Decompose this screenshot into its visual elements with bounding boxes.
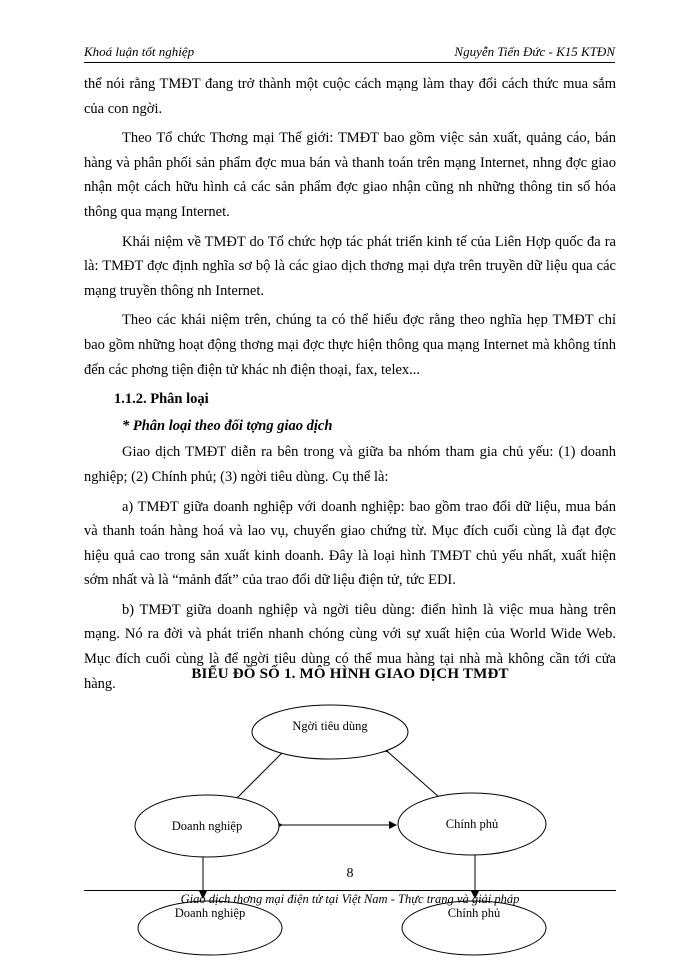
- paragraph-1: thể nói rằng TMĐT đang trở thành một cuộc cách mạng làm thay đổi cách thức mua sắm của con ngời.: [84, 76, 616, 117]
- paragraph-4: Theo các khái niệm trên, chúng ta có thể hiểu đợc rằng theo nghĩa hẹp TMĐT chỉ bao gồm những hoạt động thơng mại đợc thực hiện thông qua mạng Internet mà không tính đến các phơng tiện điện tử khác nh điện thoại, fax, telex...: [84, 312, 616, 378]
- header-left: Khoá luận tốt nghiệp: [84, 44, 195, 59]
- paragraph-6: a) TMĐT giữa doanh nghiệp với doanh nghiệp: bao gồm trao đổi dữ liệu, mua bán và thanh toán hàng hoá và lao vụ, chuyển giao chứng từ. Mục đích cuối cùng là đạt đợc hiệu quả cao trong sản xuất kinh doanh. Đây là loại hình TMĐT chủ yếu nhất, xuất hiện sớm nhất và là “mảnh đất” của trao đổi dữ liệu điện tử, tức EDI.: [84, 498, 616, 589]
- section-heading: 1.1.2. Phân loại: [114, 391, 209, 408]
- node-business-label: Doanh nghiệp: [171, 819, 243, 833]
- paragraph-7: b) TMĐT giữa doanh nghiệp và ngời tiêu dùng: điển hình là việc mua hàng trên mạng. Nó ra đời và phát triển nhanh chóng cùng với sự xuất hiện của World Wide Web. Mục đích cuối cùng là để ngời tiêu dùng có thể mua hàng tại nhà mà không cần tới cửa hàng.: [84, 601, 616, 692]
- diagram-title: BIỂU ĐỒ SỐ 1. MÔ HÌNH GIAO DỊCH TMĐT: [191, 666, 509, 682]
- header-right: Nguyễn Tiến Đức - K15 KTĐN: [454, 44, 615, 59]
- node-business-bottom-label: Doanh nghiệp: [174, 906, 246, 920]
- subsection-heading: * Phân loại theo đối tợng giao dịch: [122, 417, 333, 434]
- node-government-bottom-label: Chính phủ: [447, 906, 501, 920]
- node-government-label: Chính phủ: [445, 817, 499, 831]
- paragraph-2: Theo Tổ chức Thơng mại Thế giới: TMĐT bao gồm việc sản xuất, quảng cáo, bán hàng và phân phối sản phẩm đợc mua bán và thanh toán trên mạng Internet, nhng đợc giao nhận một cách hữu hình cả các sản phẩm đợc giao nhận cũng nh những thông tin số hóa thông qua mạng Internet.: [84, 130, 616, 220]
- paragraph-3: Khái niệm về TMĐT do Tổ chức hợp tác phát triển kinh tế của Liên Hợp quốc đa ra là: TMĐT đợc định nghĩa sơ bộ là các giao dịch thơng mại dựa trên truyền dữ liệu qua các mạng truyền thông nh Internet.: [84, 233, 616, 299]
- footer-divider: [84, 890, 616, 891]
- page-footer: Giao dịch thơng mại điện tử tại Việt Nam - Thực trạng và giải pháp: [180, 892, 520, 906]
- paragraph-5: Giao dịch TMĐT diễn ra bên trong và giữa ba nhóm tham gia chủ yếu: (1) doanh nghiệp; (2) Chính phủ; (3) ngời tiêu dùng. Cụ thể là:: [84, 444, 616, 485]
- node-consumer-label: Ngời tiêu dùng: [292, 719, 368, 733]
- page-number: 8: [346, 866, 354, 881]
